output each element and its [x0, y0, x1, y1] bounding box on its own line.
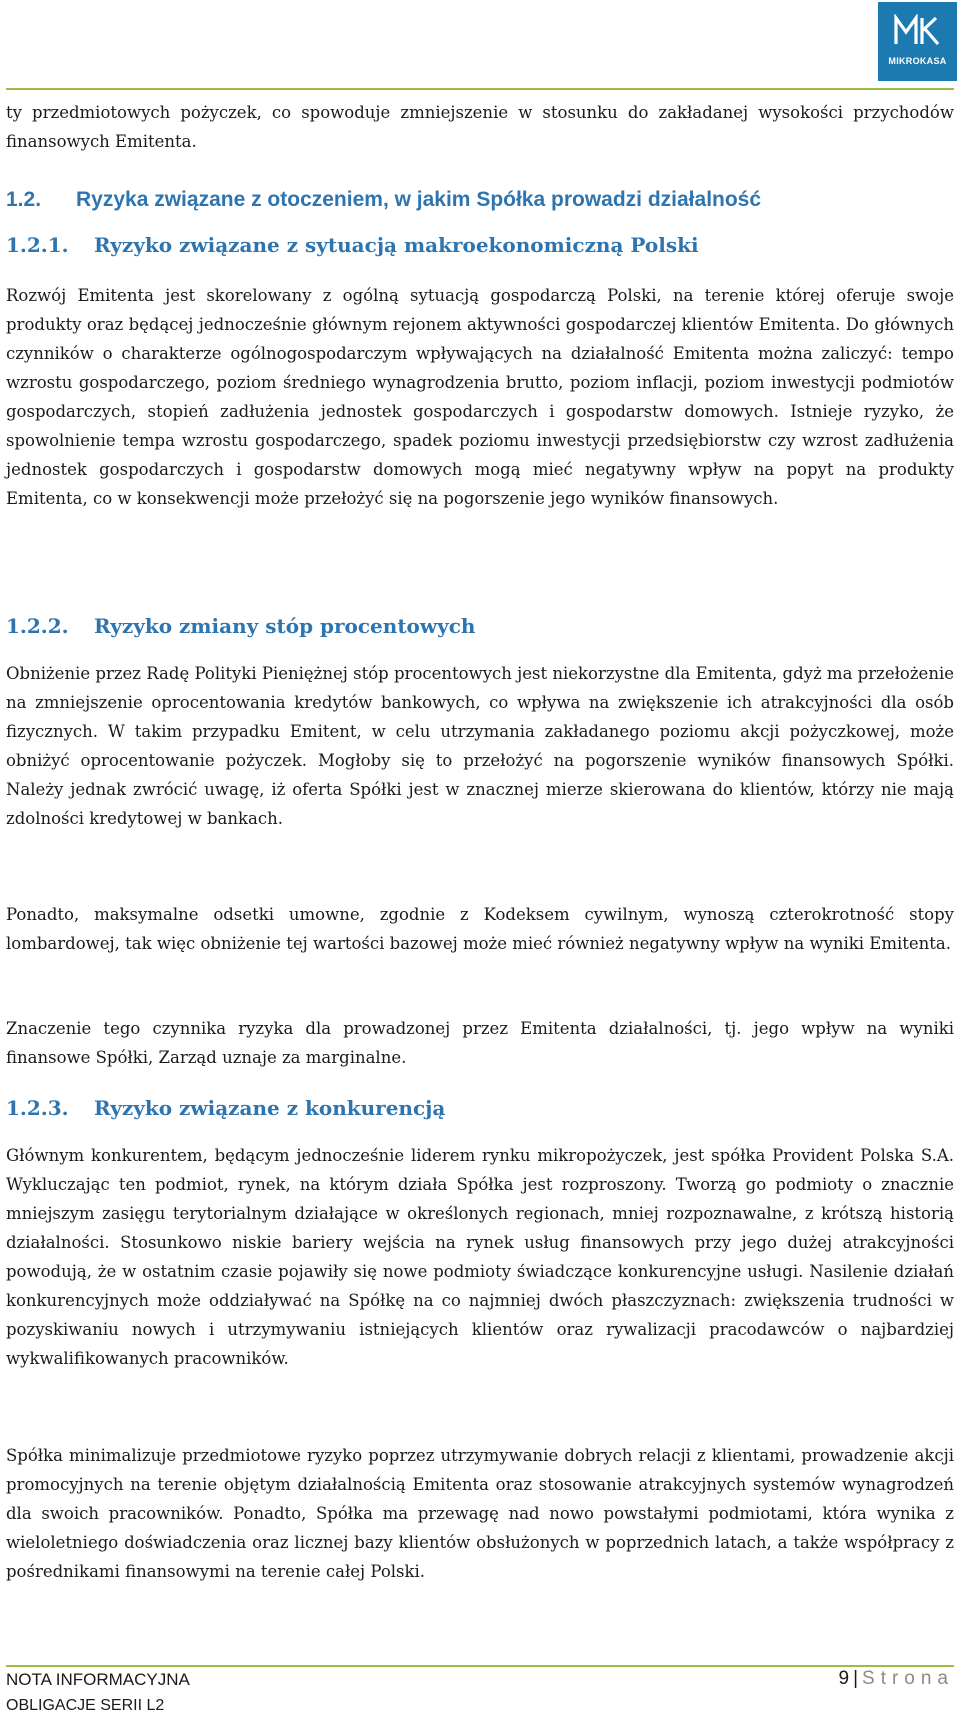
paragraph-interest-rates: Obniżenie przez Radę Polityki Pieniężnej stóp procentowych jest niekorzystne dla Emitenta, gdyż ma przełożenie na zmniejszenie oprocentowania kredytów bankowych, co wpływa na zwiększenie ich atrakcyjności dla osób fizycznych. W takim przypadku Emitent, w celu utrzymania zakładanego poziomu akcji pożyczkowej, może obniżyć oprocentowanie pożyczek. Mogłoby się to przełożyć na pogorszenie wyników finansowych Spółki. Należy jednak zwrócić uwagę, iż oferta Spółki jest w znacznej mierze skierowana do klientów, którzy nie mają zdolności kredytowej w bankach. [6, 664, 954, 828]
page-separator: | [853, 1668, 859, 1689]
section-number: 1.2. [6, 188, 42, 211]
subsection-heading-1-2-2 [6, 614, 475, 638]
section-title: Ryzyka związane z otoczeniem, w jakim Spółka prowadzi działalność [76, 188, 762, 211]
logo-wordmark: MIKROKASA [888, 56, 947, 66]
subsection-number: 1.2.2. [6, 614, 69, 638]
section-heading-1-2 [6, 188, 761, 212]
paragraph-significance: Znaczenie tego czynnika ryzyka dla prowadzonej przez Emitenta działalności, tj. jego wpływ na wyniki finansowe Spółki, Zarząd uznaje za marginalne. [6, 1019, 954, 1067]
paragraph-continued: ty przedmiotowych pożyczek, co spowoduje zmniejszenie w stosunku do zakładanej wysokości przychodów finansowych Emitenta. [6, 103, 954, 151]
document-page [6, 0, 958, 1721]
paragraph-competition: Głównym konkurentem, będącym jednocześnie liderem rynku mikropożyczek, jest spółka Provident Polska S.A. Wykluczając ten podmiot, rynek, na którym działa Spółka jest rozproszony. Tworzą go podmioty o znacznie mniejszym zasięgu terytorialnym działające w określonych regionach, mniej rozpoznawalne, z krótszą historią działalności. Stosunkowo niskie bariery wejścia na rynek usług finansowych przy jego dużej atrakcyjności powodują, że w ostatnim czasie pojawiły się nowe podmioty świadczące konkurencyjne usługi. Nasilenie działań konkurencyjnych może oddziaływać na Spółkę na co najmniej dwóch płaszczyznach: zwiększenia trudności w pozyskiwaniu nowych i utrzymywaniu istniejących klientów oraz rywalizacji pracodawców o najbardziej wykwalifikowanych pracowników. [6, 1146, 954, 1368]
page-number: 9 [838, 1668, 850, 1689]
subsection-number: 1.2.1. [6, 233, 69, 257]
page-number-label [839, 1668, 955, 1690]
subsection-title: Ryzyko zmiany stóp procentowych [94, 614, 476, 638]
header-rule [6, 88, 954, 90]
footer-series: OBLIGACJE SERII L2 [6, 1697, 165, 1714]
subsection-heading-1-2-1 [6, 233, 699, 257]
footer-rule [6, 1665, 954, 1667]
paragraph-mitigation: Spółka minimalizuje przedmiotowe ryzyko poprzez utrzymywanie dobrych relacji z klientami, prowadzenie akcji promocyjnych na terenie objętym działalnością Emitenta oraz stosowanie atrakcyjnych systemów wynagrodzeń dla swoich pracowników. Ponadto, Spółka ma przewagę nad nowo powstałymi podmiotami, która wynika z wieloletniego doświadczenia oraz licznej bazy klientów obsłużonych w poprzednich latach, a także współpracy z pośrednikami finansowymi na terenie całej Polski. [6, 1446, 954, 1581]
paragraph-macroeconomic: Rozwój Emitenta jest skorelowany z ogólną sytuacją gospodarczą Polski, na terenie której oferuje swoje produkty oraz będącej jednocześnie głównym rejonem aktywności gospodarczej klientów Emitenta. Do głównych czynników o charakterze ogólnogospodarczym wpływających na działalność Emitenta można zaliczyć: tempo wzrostu gospodarczego, poziom średniego wynagrodzenia brutto, poziom inflacji, poziom inwestycji podmiotów gospodarczych, stopień zadłużenia jednostek gospodarczych i gospodarstw domowych. Istnieje ryzyko, że spowolnienie tempa wzrostu gospodarczego, spadek poziomu inwestycji przedsiębiorstw czy wzrost zadłużenia jednostek gospodarczych i gospodarstw domowych mogą mieć negatywny wpływ na popyt na produkty Emitenta, co w konsekwencji może przełożyć się na pogorszenie jego wyników finansowych. [6, 286, 954, 508]
mk-logo-icon [892, 14, 942, 46]
subsection-number: 1.2.3. [6, 1096, 69, 1120]
subsection-title: Ryzyko związane z konkurencją [94, 1096, 446, 1120]
paragraph-max-interest: Ponadto, maksymalne odsetki umowne, zgodnie z Kodeksem cywilnym, wynoszą czterokrotność stopy lombardowej, tak więc obniżenie tej wartości bazowej może mieć również negatywny wpływ na wyniki Emitenta. [6, 905, 954, 953]
page-word: Strona [862, 1668, 954, 1689]
footer-document-title: NOTA INFORMACYJNA [6, 1670, 190, 1689]
subsection-heading-1-2-3 [6, 1096, 445, 1120]
subsection-title: Ryzyko związane z sytuacją makroekonomiczną Polski [94, 233, 699, 257]
mikrokasa-logo [878, 2, 957, 81]
